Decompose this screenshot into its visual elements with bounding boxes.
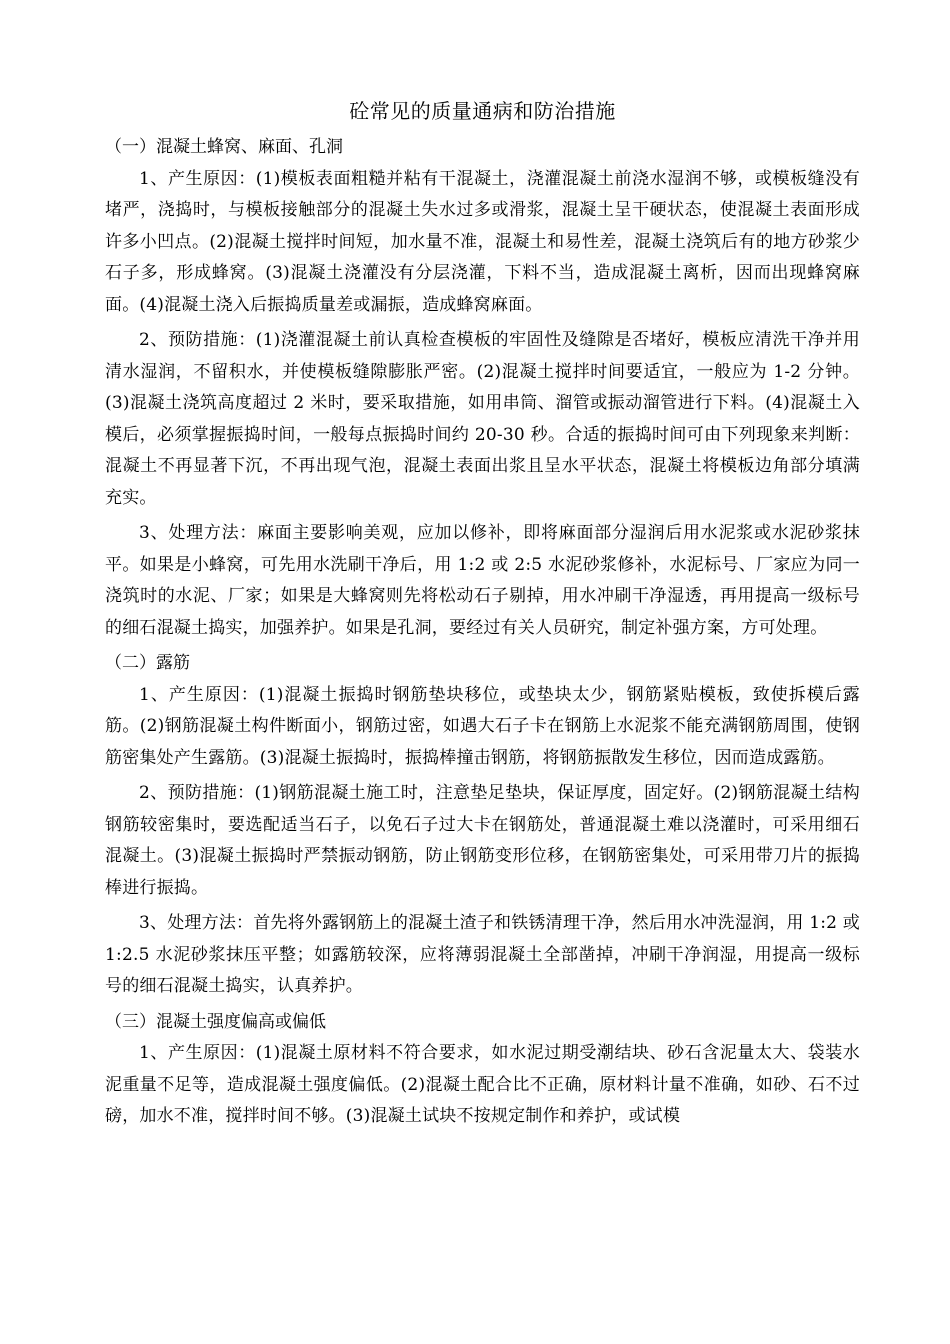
paragraph-cause: 1、产生原因：(1)混凝土原材料不符合要求，如水泥过期受潮结块、砂石含泥量太大、袋装水泥重量不足等，造成混凝土强度偏低。(2)混凝土配合比不正确，原材料计量不准确，如砂、石不过磅，加水不准，搅拌时间不够。(3)混凝土试块不按规定制作和养护，或试模 bbox=[105, 1043, 860, 1126]
document-body bbox=[105, 96, 860, 1137]
section-heading: （三）混凝土强度偏高或偏低 bbox=[105, 1011, 326, 1032]
section-strength-deviation bbox=[105, 1007, 860, 1133]
section-exposed-rebar bbox=[105, 648, 860, 1003]
section-heading: （一）混凝土蜂窝、麻面、孔洞 bbox=[105, 137, 343, 157]
section-honeycomb bbox=[105, 132, 860, 644]
document-title: 砼常见的质量通病和防治措施 bbox=[349, 99, 616, 123]
paragraph-cause: 1、产生原因：(1)模板表面粗糙并粘有干混凝土，浇灌混凝土前浇水湿润不够，或模板缝没有堵严，浇捣时，与模板接触部分的混凝土失水过多或滑浆，混凝土呈干硬状态，使混凝土表面形成许多小凹点。(2)混凝土搅拌时间短，加水量不准，混凝土和易性差，混凝土浇筑后有的地方砂浆少石子多，形成蜂窝。(3)混凝土浇灌没有分层浇灌，下料不当，造成混凝土离析，因而出现蜂窝麻面。(4)混凝土浇入后振捣质量差或漏振，造成蜂窝麻面。 bbox=[105, 168, 860, 315]
paragraph-cause: 1、产生原因：(1)混凝土振捣时钢筋垫块移位，或垫块太少，钢筋紧贴模板，致使拆模后露筋。(2)钢筋混凝土构件断面小，钢筋过密，如遇大石子卡在钢筋上水泥浆不能充满钢筋周围，使钢筋密集处产生露筋。(3)混凝土振捣时，振捣棒撞击钢筋，将钢筋振散发生移位，因而造成露筋。 bbox=[105, 684, 860, 768]
paragraph-prevention: 2、预防措施：(1)钢筋混凝土施工时，注意垫足垫块，保证厚度，固定好。(2)钢筋混凝土结构钢筋较密集时，要选配适当石子，以免石子过大卡在钢筋处，普通混凝土难以浇灌时，可采用细石混凝土。(3)混凝土振捣时严禁振动钢筋，防止钢筋变形位移，在钢筋密集处，可采用带刀片的振捣棒进行振捣。 bbox=[105, 783, 860, 898]
paragraph-prevention: 2、预防措施：(1)浇灌混凝土前认真检查模板的牢固性及缝隙是否堵好，模板应清洗干净并用清水湿润，不留积水，并使模板缝隙膨胀严密。(2)混凝土搅拌时间要适宜，一般应为 1-2 分钟。(3)混凝土浇筑高度超过 2 米时，要采取措施，如用串筒、溜管或振动溜管进行下料。(4)混凝土入模后，必须掌握振捣时间，一般每点振捣时间约 20-30 秒。合适的振捣时间可由下列现象来判断：混凝土不再显著下沉，不再出现气泡，混凝土表面出浆且呈水平状态，混凝土将模板边角部分填满充实。 bbox=[105, 330, 860, 508]
section-heading: （二）露筋 bbox=[105, 653, 190, 673]
paragraph-treatment: 3、处理方法：首先将外露钢筋上的混凝土渣子和铁锈清理干净，然后用水冲洗湿润，用 1:2 或 1:2.5 水泥砂浆抹压平整；如露筋较深，应将薄弱混凝土全部凿掉，冲刷干净润湿，用提高一级标号的细石混凝土捣实，认真养护。 bbox=[105, 913, 860, 996]
paragraph-treatment: 3、处理方法：麻面主要影响美观，应加以修补，即将麻面部分湿润后用水泥浆或水泥砂浆抹平。如果是小蜂窝，可先用水洗刷干净后，用 1:2 或 2:5 水泥砂浆修补，水泥标号、厂家应为同一浇筑时的水泥、厂家；如果是大蜂窝则先将松动石子剔掉，用水冲刷干净湿透，再用提高一级标号的细石混凝土捣实，加强养护。如果是孔洞，要经过有关人员研究，制定补强方案，方可处理。 bbox=[105, 523, 860, 638]
